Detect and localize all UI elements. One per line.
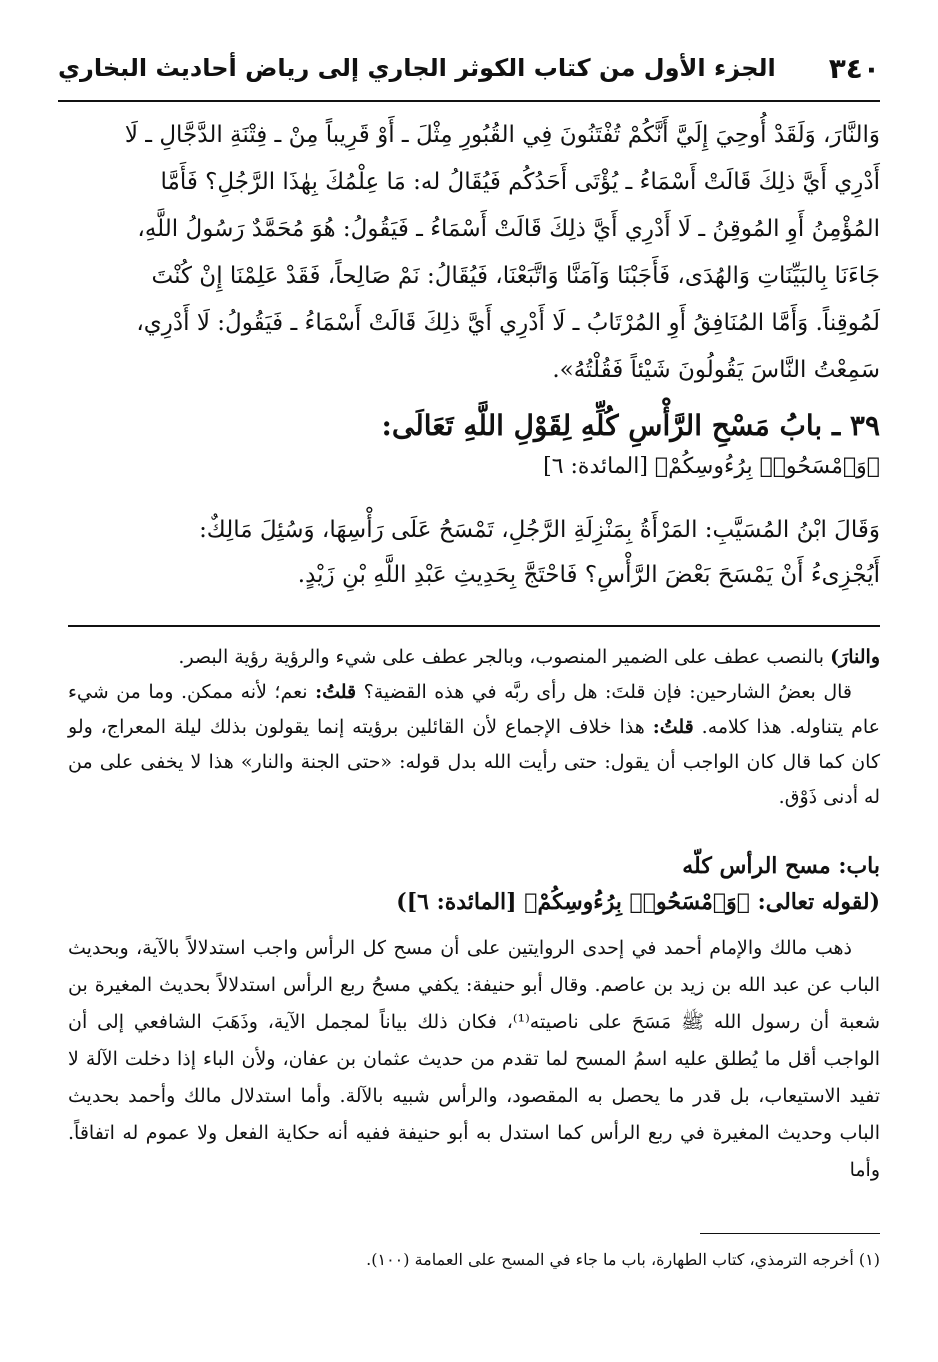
- chapter-title: ٣٩ ـ بابُ مَسْحِ الرَّأْسِ كُلِّهِ لِقَوْلِ اللَّهِ تَعَالَى:: [381, 409, 880, 442]
- subheading-title: باب: مسح الرأس كلّه: [682, 853, 880, 879]
- commentary-paragraph-1: [68, 640, 880, 675]
- commentary-text: بالنصب عطف على الضمير المنصوب، وبالجر عطف على شيء والرؤية رؤية البصر.: [178, 646, 831, 668]
- keyword: قلتُ:: [652, 716, 694, 738]
- quote-line: وَقَالَ ابْنُ المُسَيَّبِ: المَرْأَةُ بِمَنْزِلَةِ الرَّجُلِ، تَمْسَحُ عَلَى رَأْسِهَا، وَسُئِلَ مَالِكٌ:: [199, 517, 880, 543]
- explanation-paragraph: ذهب مالك والإمام أحمد في إحدى الروايتين على أن مسح كل الرأس واجب استدلالاً بالآية، وبحديث الباب عن عبد الله بن زيد بن عاصم. وقال أبو حنيفة: يكفي مسحُ ربع الرأس استدلالاً بحديث المغيرة بن شعبة أن رسول الله ﷺ مَسَحَ على ناصيته⁽¹⁾، فكان ذلك بياناً لمجمل الآية، وذَهَبَ الشافعي إلى أن الواجب أقل ما يُطلق عليه اسمُ المسح لما تقدم من حديث عثمان بن عفان، ولأن الباء إذا دخلت الآلة لا تفيد الاستيعاب، بل قدر ما يحصل به المقصود، والرأس شبيه بالآلة. وأما استدلال مالك وأحمد بحديث الباب وحديث المغيرة في ربع الرأس كما استدل به أبو حنيفة ففيه أنه حكاية الفعل ولا عموم له اتفاقاً. وأما: [68, 937, 880, 1181]
- hadith-line: لَمُوقِناً. وَأَمَّا المُنَافِقُ أَوِ المُرْتَابُ ـ لَا أَدْرِي أَيَّ ذلِكَ قَالَتْ أَسْمَاءُ ـ فَيَقُولُ: لَا أَدْرِي،: [136, 310, 880, 336]
- quote-line: أَيُجْزِىءُ أَنْ يَمْسَحَ بَعْضَ الرَّأْسِ؟ فَاحْتَجَّ بِحَدِيثِ عَبْدِ اللَّهِ بْنِ زَيْدٍ.: [297, 562, 880, 588]
- footnote-text: (١) أخرجه الترمذي، كتاب الطهارة، باب ما جاء في المسح على العمامة (١٠٠).: [366, 1250, 880, 1269]
- subheading-verse: (لقوله تعالى: ﴿وَٱمْسَحُوا۟ بِرُءُوسِكُمْ﴾ [المائدة: ٦]): [396, 889, 880, 915]
- page-header: [58, 48, 880, 98]
- page-number: ٣٤٠: [828, 52, 880, 85]
- chapter-heading: [80, 404, 880, 486]
- explanation: [68, 930, 880, 1189]
- subheading: [100, 848, 880, 920]
- commentary-paragraph-2: [68, 675, 880, 815]
- running-title: الجزء الأول من كتاب الكوثر الجاري إلى رياض أحاديث البخاري: [58, 54, 776, 82]
- commentary-text: قال بعضُ الشارحين: فإن قلتَ: هل رأى ربَّه في هذه القضية؟: [356, 681, 852, 703]
- chapter-verse: ﴿وَٱمْسَحُوا۟ بِرُءُوسِكُمْ﴾ [المائدة: ٦]: [543, 454, 880, 479]
- hadith-text: [68, 112, 880, 394]
- header-rule: [58, 100, 880, 102]
- section-divider: [68, 625, 880, 627]
- commentary: [68, 640, 880, 815]
- hadith-line: المُؤْمِنُ أَوِ المُوقِنُ ـ لَا أَدْرِي أَيَّ ذلِكَ قَالَتْ أَسْمَاءُ ـ فَيَقُولُ: هُوَ مُحَمَّدٌ رَسُولُ اللَّهِ،: [137, 216, 880, 242]
- keyword: والنارَ): [830, 646, 880, 668]
- footnote: [68, 1245, 880, 1275]
- keyword: قلتُ:: [315, 681, 357, 703]
- hadith-line: أَدْرِي أَيَّ ذلِكَ قَالَتْ أَسْمَاءُ ـ يُؤْتَى أَحَدُكُم فَيُقَالُ له: مَا عِلْمُكَ بِهٰذَا الرَّجُلِ؟ فَأَمَّا: [160, 169, 880, 195]
- hadith-line: جَاءَنَا بِالبَيِّنَاتِ وَالهُدَى، فَأَجَبْنَا وَآمَنَّا وَاتَّبَعْنَا، فَيُقَالُ: نَمْ صَالِحاً، فَقَدْ عَلِمْنَا إِنْ كُنْتَ: [151, 263, 880, 289]
- commentary-text: هذا خلاف الإجماع لأن القائلين برؤيته إنما يقولون بذلك ليلة المعراج، ولو كان كما قال كان الواجب أن يقول: حتى رأيت الله بدل قوله: «حتى الجنة والنار» هذا لا يخفى على من له أدنى ذَوْق.: [68, 716, 880, 808]
- commentary-text: نعم؛ لأنه ممكن. وما من شيء عام يتناوله. هذا كلامه.: [68, 681, 881, 738]
- quote-text: [68, 508, 880, 598]
- footnote-rule: [700, 1233, 880, 1234]
- hadith-line: سَمِعْتُ النَّاسَ يَقُولُونَ شَيْئاً فَقُلْتُهُ».: [552, 357, 880, 383]
- hadith-line: وَالنَّارَ، وَلَقَدْ أُوحِيَ إِلَيَّ أَنَّكُمْ تُفْتَنُونَ فِي القُبُورِ مِثْلَ ـ أَوْ قَرِيباً مِنْ ـ فِتْنَةِ الدَّجَّالِ ـ لَا: [124, 122, 880, 148]
